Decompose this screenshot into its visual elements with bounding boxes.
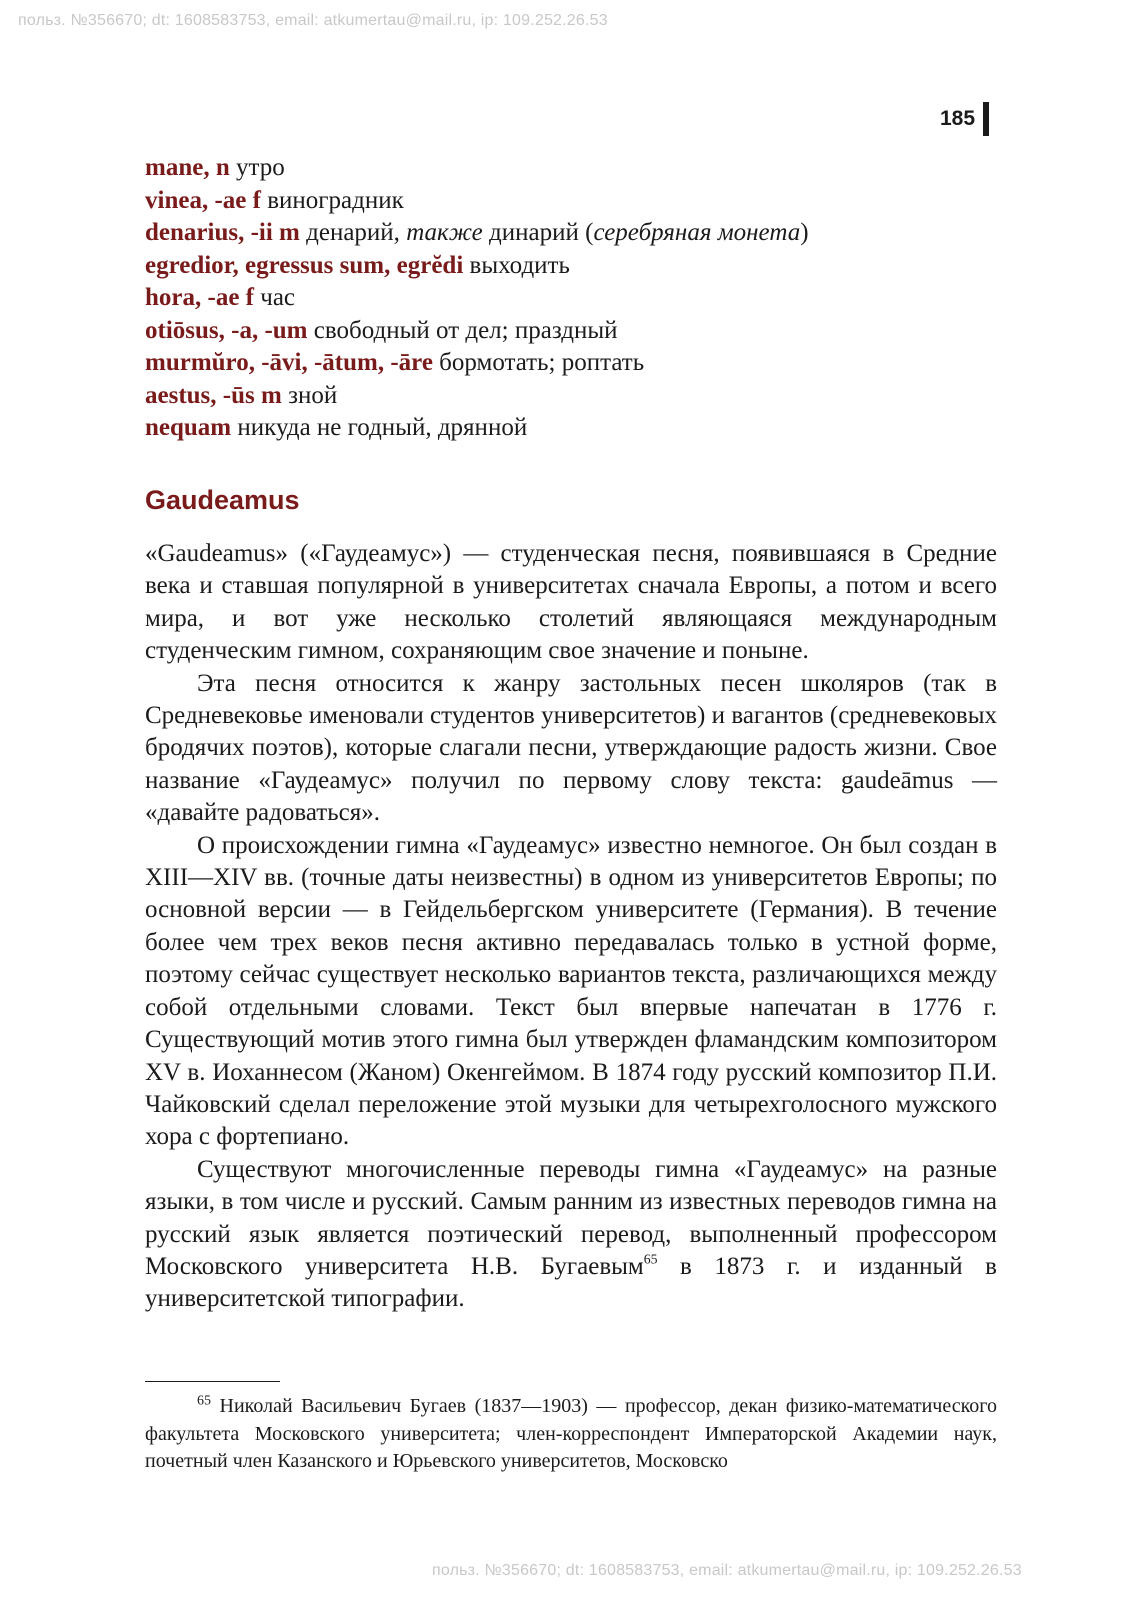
vocab-entry [145,217,1005,250]
vocab-entry [145,152,1005,185]
vocab-entry [145,347,1005,380]
vocab-definition: серебряная монета [593,219,801,246]
vocab-entry [145,250,1005,283]
vocab-definition: час [254,284,296,311]
vocab-term: hora, -ae f [145,284,254,311]
vocab-term: nequam [145,414,232,441]
watermark-top: польз. №356670; dt: 1608583753, email: atkumertau@mail.ru, ip: 109.252.26.53 [18,12,608,29]
watermark-bottom: польз. №356670; dt: 1608583753, email: atkumertau@mail.ru, ip: 109.252.26.53 [432,1562,1022,1579]
page-header [940,100,989,138]
page-marker-bar [983,102,989,136]
section-title: Gaudeamus [145,485,300,515]
footnote [145,1393,997,1476]
footnote-divider [145,1381,280,1382]
footnote-number: 65 [197,1393,211,1409]
vocab-entry [145,380,1005,413]
vocab-term: vinea, -ae f [145,186,261,214]
vocab-definition: также [406,219,483,246]
vocab-definition: бормотать; роптать [432,349,645,376]
vocab-term: murmŭro, -āvi, -ātum, -āre [145,349,433,376]
vocab-term: otiōsus, -a, -um [145,316,308,344]
vocab-term: egredior, egressus sum, egrĕdi [145,251,464,279]
vocab-definition: виноградник [260,186,404,214]
paragraph-4 [145,1154,997,1316]
vocab-term: denarius, -ii m [145,219,300,246]
vocab-entry [145,412,1005,445]
vocab-definition: никуда не годный, дрянной [231,414,528,441]
vocab-definition: денарий, [299,219,407,246]
footnote-text: Николай Васильевич Бугаев (1837—1903) — профессор, декан физико-математического факультета Московского университета; член-корреспондент Императорской Академии наук, почетный член Казанского и Юрьевского университетов, Московско [145,1395,997,1472]
paragraph-2: Эта песня относится к жанру застольных песен школяров (так в Средневековье именовали студентов университетов) и вагантов (средневековых бродячих поэтов), которые слагали песни, утверждающие радость жизни. Свое название «Гаудеамус» получил по первому слову текста: gaudeāmus — «давайте радоваться». [145,669,997,827]
vocabulary-list [145,152,1005,445]
vocab-term: aestus, -ūs m [145,381,282,409]
vocab-term: mane, n [145,154,230,181]
vocab-definition: зной [281,381,338,409]
page-number: 185 [940,107,976,130]
paragraph-1: «Gaudeamus» («Гаудеамус») — студенческая песня, появившаяся в Средние века и ставшая популярной в университетах сначала Европы, а потом и всего мира, и вот уже несколько столетий являющаяся международным студенческим гимном, сохраняющим свое значение и поныне. [145,540,997,665]
vocab-definition: динарий ( [482,219,594,246]
vocab-definition: выходить [463,251,570,279]
vocab-entry [145,282,1005,315]
article-body [145,538,997,1316]
paragraph-3: О происхождении гимна «Гаудеамус» известно немногое. Он был создан в XIII—XIV вв. (точные даты неизвестны) в одном из университетов Европы; по основной версии — в Гейдельбергском университете (Германия). В течение более чем трех веков песня активно передавалась только в устной форме, поэтому сейчас существует несколько вариантов текста, различающихся между собой отдельными словами. Текст был впервые напечатан в 1776 г. Существующий мотив этого гимна был утвержден фламандским композитором XV в. Иоханнесом (Жаном) Окенгеймом. В 1874 году русский композитор П.И. Чайковский сделал переложение этой музыки для четырехголосного мужского хора с фортепиано. [145,831,997,1151]
paragraph-4-text: Существуют многочисленные переводы гимна «Гаудеамус» на разные языки, в том числе и русский. Самым ранним из известных переводов гимна на русский язык является поэтический перевод, выполненный профессором Московского университета Н.В. Бугаевым [145,1155,997,1280]
vocab-entry [145,185,1005,218]
paragraph-4-text-end: в 1873 г. и изданный в университетской типографии. [145,1252,997,1313]
vocab-definition: утро [229,154,285,181]
vocab-entry [145,315,1005,348]
footnote-reference[interactable]: 65 [643,1251,658,1267]
vocab-definition: свободный от дел; праздный [307,316,618,344]
vocab-definition: ) [800,219,809,246]
